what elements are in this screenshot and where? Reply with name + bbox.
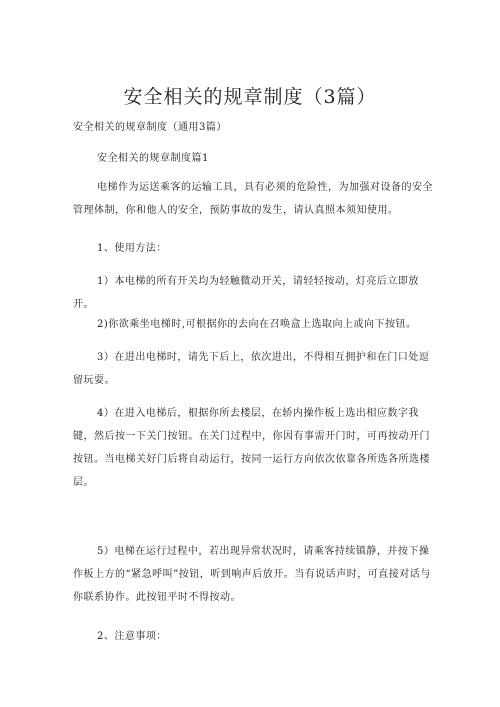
section-heading: 安全相关的规章制度篇1 (97, 153, 209, 164)
paragraph-item-3: 3）在进出电梯时，请先下后上，依次进出，不得相互拥护和在门口处逗留玩耍。 (73, 352, 430, 386)
heading-precautions: 2、注意事项： (97, 631, 167, 642)
paragraph-item-4: 4）在进入电梯后，根据你所去楼层，在轿内操作板上选出相应数字我键，然后按一下关门按钮。在关门过程中，你因有事需开门时，可再按动开门按钮。当电梯关好门后将自动运行，按同一运行方向依次依靠各所选各所选楼层。 (73, 408, 430, 488)
paragraph-item-5: 5）电梯在运行过程中，若出现异常状况时，请乘客持续镇静，并按下操作板上方的“紧急呼叫”按钮，听到响声后放开。当有说话声时，可直接对话与你联系协作。此按钮平时不得按动。 (73, 546, 431, 603)
document-title: 安全相关的规章制度（3篇） (123, 86, 377, 108)
document-subtitle: 安全相关的规章制度（通用3篇） (73, 122, 227, 133)
paragraph-intro: 电梯作为运送乘客的运输工具，具有必须的危险性，为加强对设备的安全管理体制，你和他人的安全，预防事故的发生，请认真照本须知使用。 (73, 182, 433, 216)
paragraph-item-1: 1）本电梯的所有开关均为轻触微动开关，请轻轻按动，灯亮后立即放开。 (73, 276, 419, 310)
heading-usage-method: 1、使用方法： (97, 243, 167, 254)
paragraph-item-2: 2)你欲乘坐电梯时,可根据你的去向在召唤盒上选取向上或向下按钮。 (97, 319, 417, 330)
